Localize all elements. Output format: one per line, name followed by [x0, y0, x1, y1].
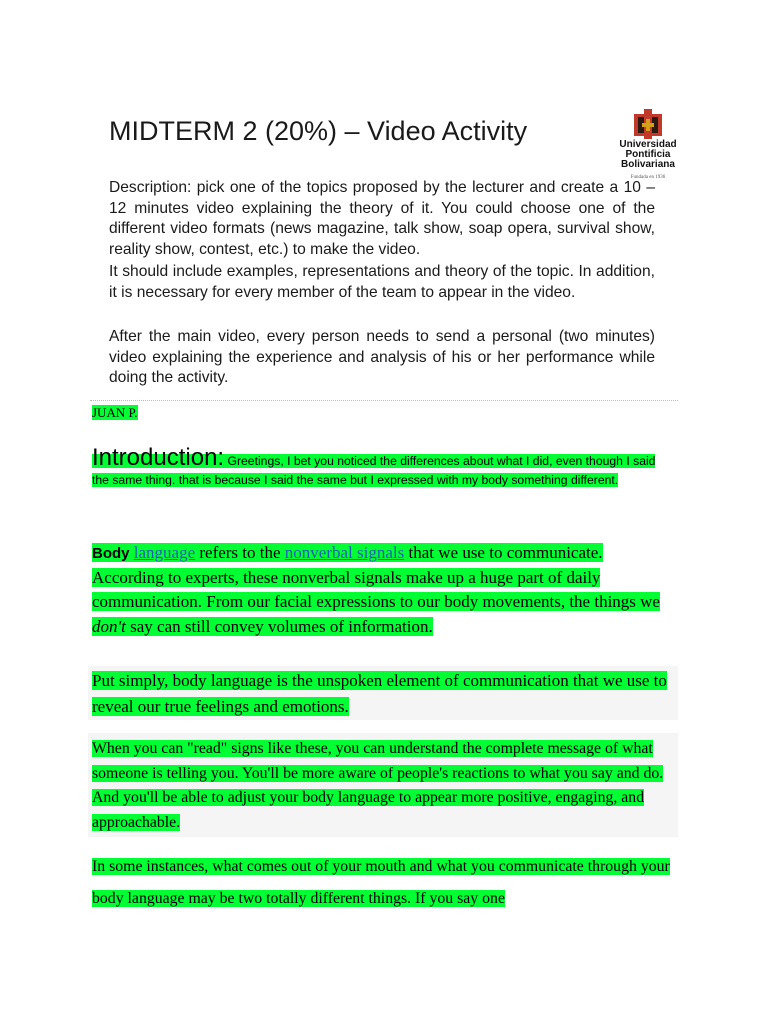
personal-video-paragraph: After the main video, every person needs to send a personal (two minutes) video explaining the experience and analysis of his or her performance while doing the activity. [109, 328, 655, 386]
introduction-text: Greetings, I bet you noticed the differences about what I did, even though I said the same thing. that is because I said the same but I expressed with my body something different. [92, 454, 656, 487]
body-paragraph-4: In some instances, what comes out of your mouth and what you communicate through your body language may be two totally different things. If you say one [92, 858, 670, 907]
body-paragraph-3: When you can "read" signs like these, you can understand the complete message of what someone is telling you. You'll be more aware of people's reactions to what you say and do. And you'll be able to adjust your body language to appear more positive, engaging, and approachable. [92, 740, 664, 831]
introduction-paragraph [92, 444, 662, 490]
university-logo [612, 108, 684, 196]
university-shield-icon [632, 108, 664, 140]
body-language-definition: Body language refers to the nonverbal signals that we use to communicate. According to experts, these nonverbal signals make up a huge part of daily communication. From our facial expressions to our body movements, the things we don't say can still convey volumes of information. [92, 543, 660, 636]
logo-founded: Fundada en 1936 [630, 175, 666, 180]
logo-line-2: Pontificia [625, 149, 671, 160]
logo-line-3: Bolivariana [621, 159, 675, 170]
author-name: JUAN P. [92, 405, 138, 420]
description-paragraph: Description: pick one of the topics proposed by the lecturer and create a 10 – 12 minutes video explaining the theory of it. You could choose one of the different video formats (news magazine, talk show, soap opera, survival show, reality show, contest, etc.) to make the video. [109, 179, 655, 258]
nonverbal-signals-link[interactable]: nonverbal signals [284, 543, 405, 562]
body-paragraph-2: Put simply, body language is the unspoken element of communication that we use to reveal our true feelings and emotions. [92, 671, 667, 716]
requirements-paragraph: It should include examples, representations and theory of the topic. In addition, it is necessary for every member of the team to appear in the video. [109, 263, 655, 301]
logo-line-1: Universidad [619, 139, 677, 150]
document-title: MIDTERM 2 (20%) – Video Activity [109, 116, 528, 146]
language-link[interactable]: language [133, 543, 196, 562]
introduction-heading: Introduction: [92, 444, 225, 471]
section-divider [90, 400, 678, 401]
